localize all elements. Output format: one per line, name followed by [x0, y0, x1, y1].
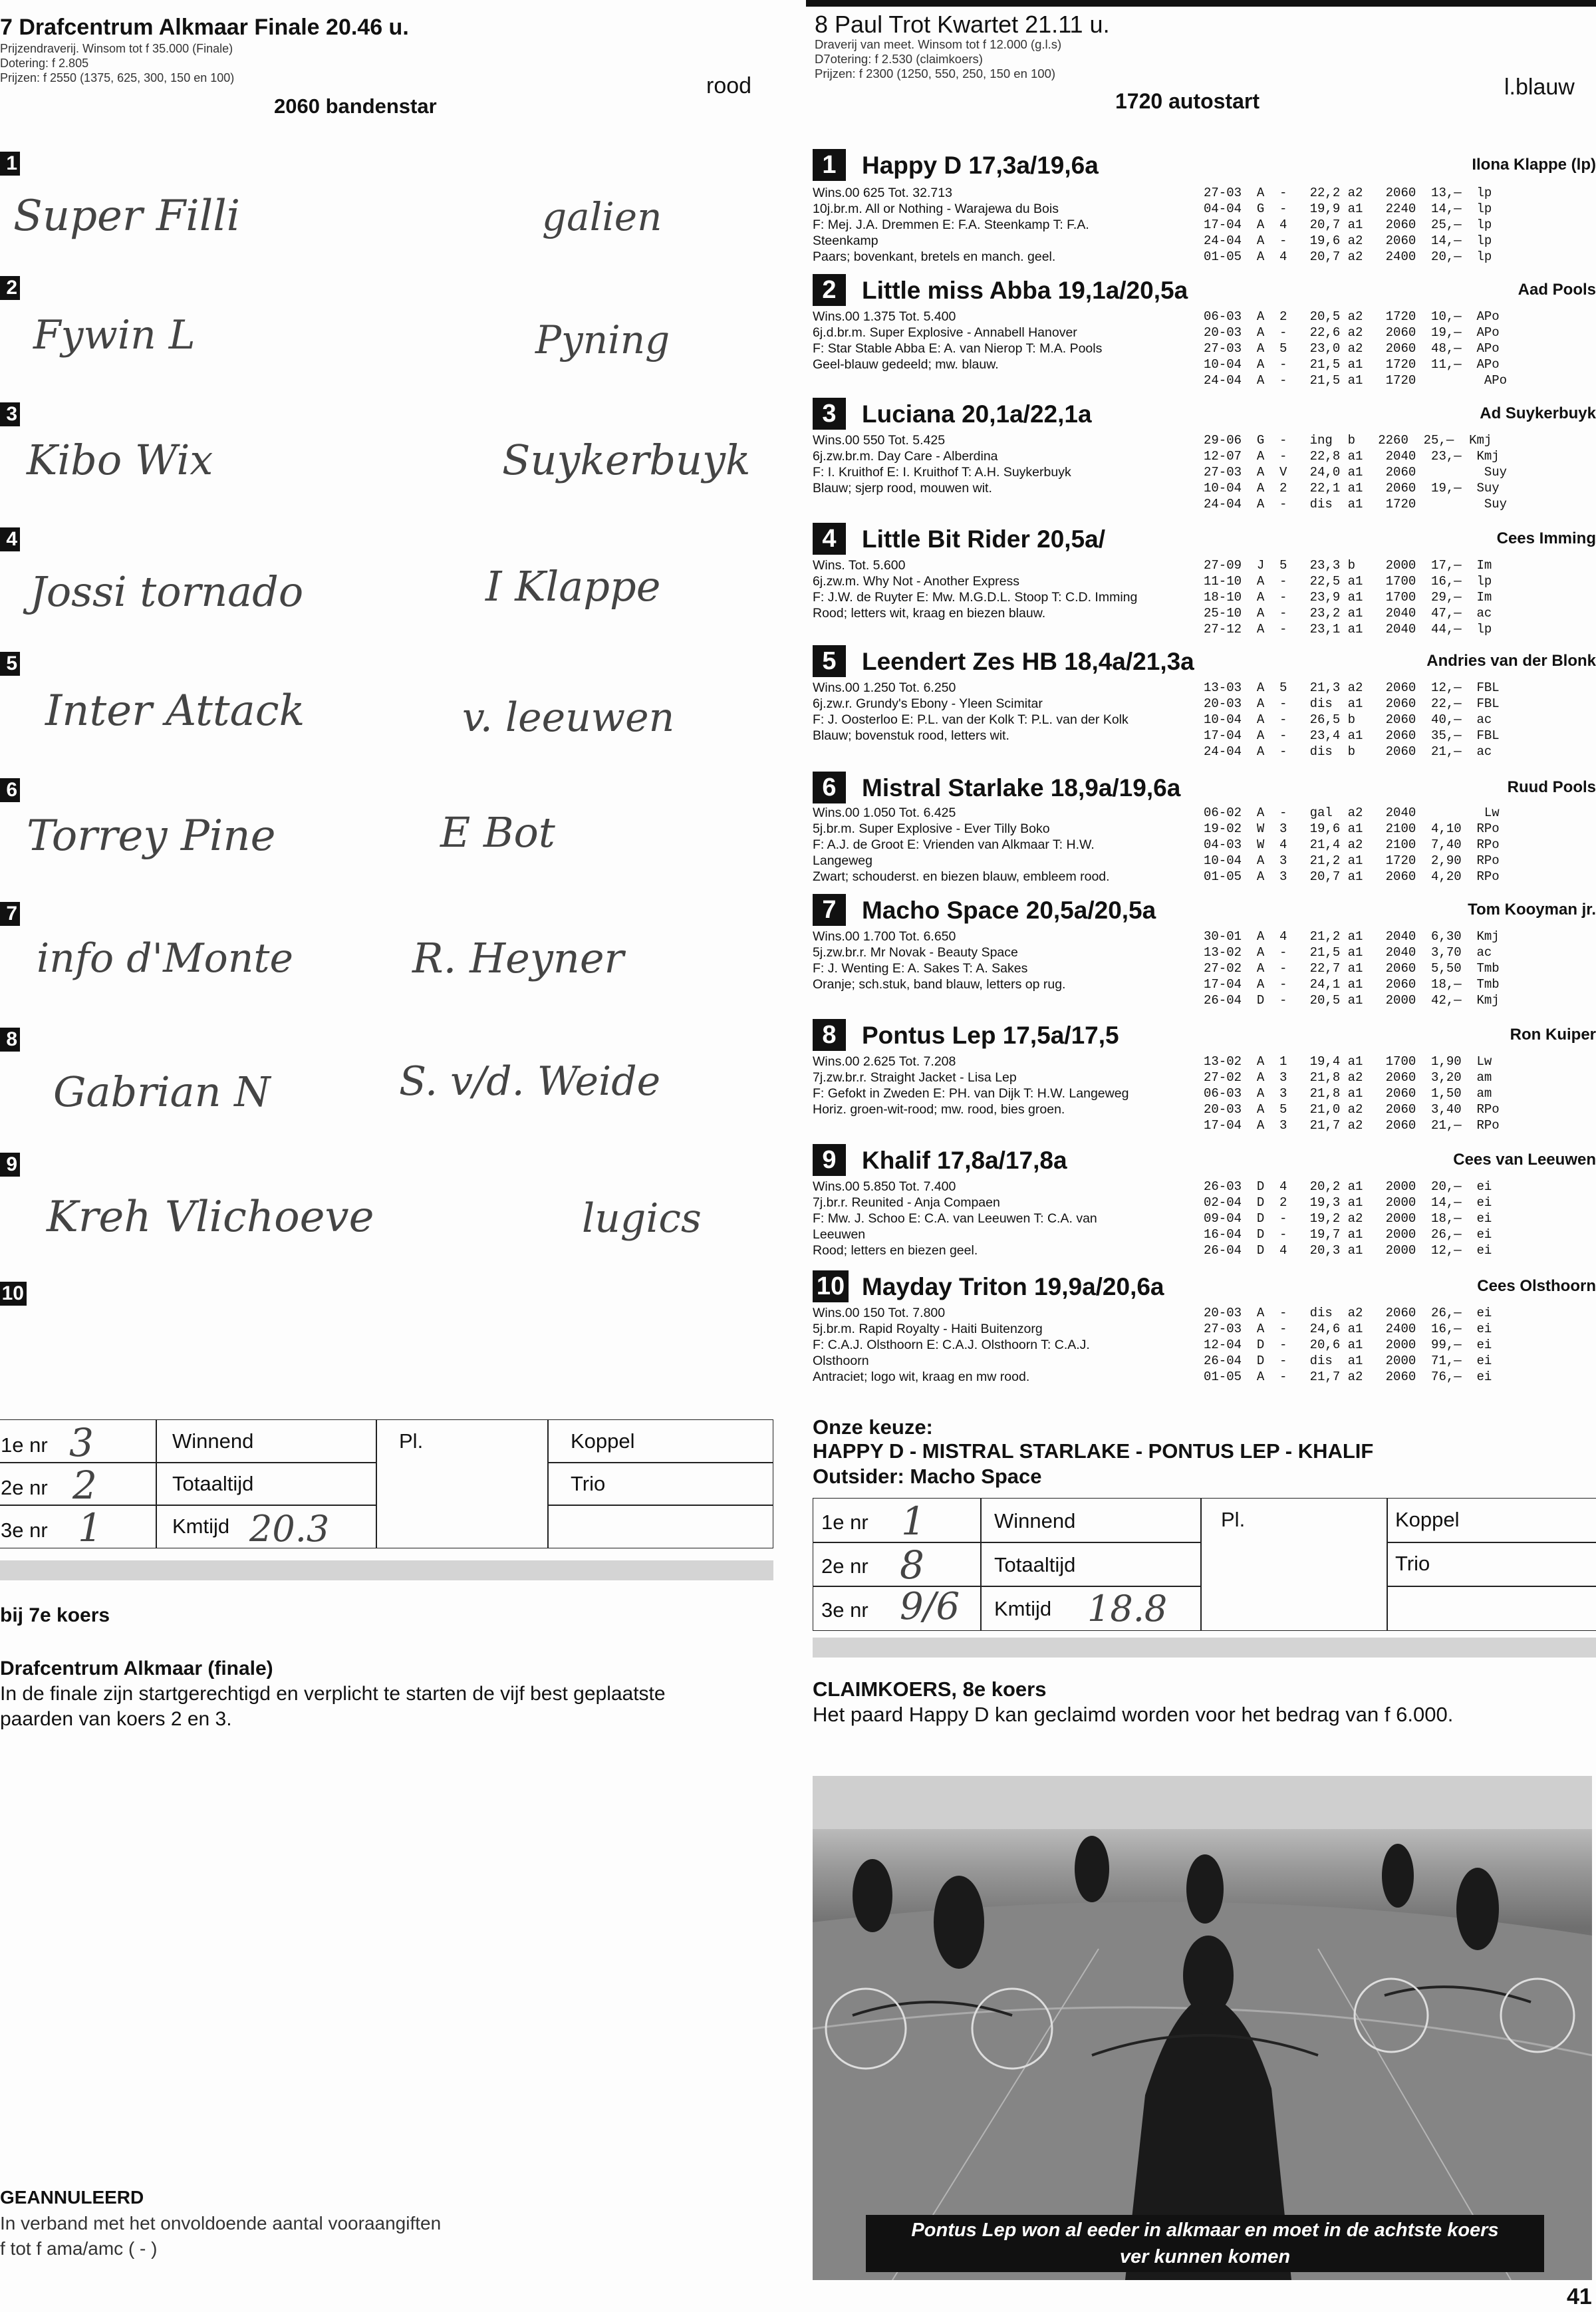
entry-horse: Jossi tornado [30, 567, 304, 616]
entry-number: 5 [0, 652, 20, 676]
result-koppel: Koppel [547, 1419, 773, 1463]
horse-header [813, 523, 1596, 556]
entry-row [0, 652, 771, 741]
result-hand[interactable]: 1 [901, 1499, 926, 1544]
result-field: Winnend [980, 1498, 1202, 1543]
result-hand[interactable]: 9/6 [900, 1585, 960, 1628]
race-photo [813, 1776, 1592, 2280]
race8-info [815, 37, 1061, 81]
race8-info-line: D7otering: f 2.530 (claimkoers) [815, 52, 983, 66]
entry-driver: v. leeuwen [462, 694, 675, 741]
horse-results: 06-03 A 2 20,5 a2 1720 10,— APo 20-03 A - 22,6 a2 2060 19,— APo 27-03 A 5 23,0 a2 2060 48,— APo 10-04 A - 21,5 a1 1720 11,— APo 24-04 A - 21,5 a1 1720 APo [1204, 309, 1508, 388]
result-trio: Trio [1387, 1542, 1596, 1587]
result-hand[interactable]: 20.3 [249, 1508, 330, 1550]
horse-results: 30-01 A 4 21,2 a1 2040 6,30 Kmj 13-02 A - 21,5 a1 2040 3,70 ac 27-02 A - 22,7 a1 2060 5,50 Tmb 17-04 A - 24,1 a1 2060 18,— Tmb 26-04 D - 20,5 a1 2000 42,— Kmj [1204, 929, 1500, 1008]
result-label: 1e nr 3 [0, 1419, 157, 1463]
result-field: Kmtijd 20.3 [156, 1505, 377, 1548]
horse-header [813, 894, 1596, 927]
note-title: bij 7e koers [0, 1604, 110, 1626]
horse-driver: Tom Kooyman jr. [1468, 901, 1596, 919]
result-label: 3e nr 1 [0, 1505, 157, 1548]
cancel-text [0, 2211, 441, 2261]
note-line: In de finale zijn startgerechtigd en verplicht te starten de vijf best geplaatste [0, 1683, 666, 1705]
race8-info-line: Draverij van meet. Winsom tot f 12.000 (g.l.s) [815, 37, 1062, 51]
note-text [0, 1681, 666, 1732]
result-hand[interactable]: 18.8 [1087, 1588, 1168, 1630]
horse-header [813, 645, 1596, 678]
race8-start: 1720 autostart [1115, 89, 1260, 113]
entry-row [0, 1153, 771, 1242]
claim-title: CLAIMKOERS, 8e koers [813, 1677, 1047, 1701]
result-hand[interactable]: 8 [900, 1542, 924, 1588]
horse-name: Khalif 17,8a/17,8a [862, 1147, 1067, 1174]
entry-row [0, 527, 771, 616]
horse-results: 26-03 D 4 20,2 a1 2000 20,— ei 02-04 D 2 19,3 a1 2000 14,— ei 09-04 D - 19,2 a2 2000 18,— ei 16-04 D - 19,7 a1 2000 26,— ei 26-04 D 4 20,3 a1 2000 12,— ei [1204, 1179, 1492, 1258]
entry-number: 7 [0, 902, 20, 926]
result-trio: Trio [547, 1462, 773, 1506]
keuze-picks: HAPPY D - MISTRAL STARLAKE - PONTUS LEP - KHALIF [813, 1439, 1374, 1463]
horse-header [813, 1019, 1596, 1052]
entry-horse: Fywin L [33, 312, 196, 359]
entry-number: 9 [0, 1153, 20, 1177]
race7-info-line: Dotering: f 2.805 [0, 57, 89, 70]
note-line: paarden van koers 2 en 3. [0, 1708, 232, 1730]
horse-info: Wins.00 5.850 Tot. 7.400 7j.br.r. Reunited - Anja Compaen F: Mw. J. Schoo E: C.A. van Leeuwen T: C.A. van Leeuwen Rood; letters en biezen geel. [813, 1179, 1097, 1258]
horse-number: 1 [813, 149, 846, 181]
horse-number: 5 [813, 645, 846, 677]
horse-driver: Ruud Pools [1507, 778, 1596, 796]
result-label: 1e nr 1 [813, 1498, 982, 1543]
horse-info: Wins.00 150 Tot. 7.800 5j.br.m. Rapid Royalty - Haiti Buitenzorg F: C.A.J. Olsthoorn E: C.A.J. Olsthoorn T: C.A.J. Olsthoorn Antraciet; logo wit, kraag en mw rood. [813, 1306, 1090, 1384]
horse-number: 7 [813, 894, 846, 926]
horse-name: Mistral Starlake 18,9a/19,6a [862, 774, 1181, 801]
horse-driver: Aad Pools [1518, 281, 1596, 299]
page-number: 41 [1567, 2284, 1592, 2309]
horse-number: 6 [813, 772, 846, 803]
horse-header [813, 149, 1596, 182]
cancel-line: In verband met het onvoldoende aantal vooraangiften [0, 2213, 442, 2234]
gray-bar [0, 1560, 773, 1580]
horse-driver: Cees van Leeuwen [1453, 1151, 1596, 1169]
entry-horse: Kreh Vlichoeve [47, 1193, 374, 1242]
horse-name: Macho Space 20,5a/20,5a [862, 897, 1156, 924]
entry-driver: I Klappe [485, 562, 661, 611]
horse-driver: Andries van der Blonk [1426, 652, 1596, 670]
entry-driver: galien [542, 194, 662, 239]
horse-name: Little miss Abba 19,1a/20,5a [862, 277, 1188, 304]
cancel-title: GEANNULEERD [0, 2187, 144, 2208]
entry-row [0, 1028, 771, 1116]
entry-number: 3 [0, 402, 20, 426]
race7-info [0, 41, 234, 85]
horse-header [813, 772, 1596, 805]
result-hand[interactable]: 1 [78, 1505, 102, 1550]
horse-info: Wins. Tot. 5.600 6j.zw.m. Why Not - Another Express F: J.W. de Ruyter E: Mw. M.G.D.L. Stoop T: C.D. Imming Rood; letters wit, kraag en biezen blauw. [813, 558, 1138, 621]
entry-driver: R. Heyner [412, 934, 624, 982]
result-label: 3e nr 9/6 [813, 1586, 982, 1631]
race7-title: 7 Drafcentrum Alkmaar Finale 20.46 u. [0, 15, 409, 40]
entry-number: 4 [0, 527, 20, 551]
entry-driver: lugics [582, 1195, 702, 1242]
horse-number: 2 [813, 274, 846, 306]
keuze-outsider: Outsider: Macho Space [813, 1465, 1042, 1488]
top-black-bar [806, 0, 1596, 7]
result-label: 2e nr 2 [0, 1462, 157, 1506]
horse-results: 13-03 A 5 21,3 a2 2060 12,— FBL 20-03 A - dis a1 2060 22,— FBL 10-04 A - 26,5 b 2060 40,— ac 17-04 A - 23,4 a1 2060 35,— FBL 24-04 A - dis b 2060 21,— ac [1204, 680, 1500, 759]
entry-driver: Suykerbuyk [502, 436, 751, 484]
entry-number: 6 [0, 778, 20, 802]
horse-number: 3 [813, 398, 846, 430]
note-subtitle: Drafcentrum Alkmaar (finale) [0, 1658, 273, 1679]
result-field: Totaaltijd [980, 1542, 1202, 1587]
result-label: 2e nr 8 [813, 1542, 982, 1587]
entry-horse: Torrey Pine [27, 811, 276, 861]
race7-info-line: Prijzendraverij. Winsom tot f 35.000 (Finale) [0, 42, 233, 55]
horse-driver: Ron Kuiper [1510, 1026, 1596, 1044]
result-hand[interactable]: 3 [69, 1420, 94, 1465]
entry-row [0, 402, 771, 482]
result-field: Kmtijd 18.8 [980, 1586, 1202, 1631]
horse-info: Wins.00 625 Tot. 32.713 10j.br.m. All or Nothing - Warajewa du Bois F: Mej. J.A. Dremmen E: F.A. Steenkamp T: F.A. Steenkamp Paars; bovenkant, bretels en manch. geel. [813, 186, 1089, 264]
horse-info: Wins.00 1.375 Tot. 5.400 6j.d.br.m. Super Explosive - Annabell Hanover F: Star Stable Abba E: A. van Nierop T: M.A. Pools Geel-blauw gedeeld; mw. blauw. [813, 309, 1103, 372]
horse-number: 4 [813, 523, 846, 555]
entry-number: 1 [0, 152, 20, 176]
entry-row [0, 778, 771, 861]
horse-results: 29-06 G - ing b 2260 25,— Kmj 12-07 A - 22,8 a1 2040 23,— Kmj 27-03 A V 24,0 a1 2060 Suy 10-04 A 2 22,1 a1 2060 19,— Suy 24-04 A - dis a1 1720 Suy [1204, 433, 1508, 511]
horse-driver: Ad Suykerbuyk [1480, 404, 1596, 422]
horse-number: 8 [813, 1019, 846, 1051]
horse-driver: Cees Imming [1496, 529, 1596, 547]
caption-line: ver kunnen komen [1119, 2246, 1291, 2267]
horse-header [813, 1270, 1596, 1304]
race7-info-line: Prijzen: f 2550 (1375, 625, 300, 150 en 100) [0, 71, 235, 84]
cancel-line: f tot f ama/amc ( - ) [0, 2238, 158, 2259]
result-koppel: Koppel [1387, 1498, 1596, 1543]
horse-results: 13-02 A 1 19,4 a1 1700 1,90 Lw 27-02 A 3 21,8 a2 2060 3,20 am 06-03 A 3 21,8 a1 2060 1,50 am 20-03 A 5 21,0 a2 2060 3,40 RPo 17-04 A 3 21,7 a2 2060 21,— RPo [1204, 1054, 1500, 1133]
entry-driver: Pyning [535, 317, 670, 362]
horse-name: Little Bit Rider 20,5a/ [862, 525, 1105, 553]
race8-info-line: Prijzen: f 2300 (1250, 550, 250, 150 en 100) [815, 67, 1056, 80]
result-hand[interactable]: 2 [72, 1463, 97, 1508]
horse-name: Luciana 20,1a/22,1a [862, 400, 1092, 428]
harness-race-photo [813, 1776, 1592, 2280]
result-field: Winnend [156, 1419, 377, 1463]
race7-color: rood [706, 73, 752, 98]
horse-name: Leendert Zes HB 18,4a/21,3a [862, 648, 1194, 675]
entry-number: 2 [0, 276, 20, 300]
horse-name: Mayday Triton 19,9a/20,6a [862, 1273, 1164, 1300]
entry-number: 10 [0, 1282, 27, 1306]
race8-color: l.blauw [1504, 74, 1575, 100]
horse-header [813, 1144, 1596, 1177]
result-pl: Pl. [1200, 1498, 1388, 1631]
entry-driver: E Bot [440, 808, 555, 857]
result-empty [1387, 1586, 1596, 1631]
horse-header [813, 274, 1596, 307]
entry-row [0, 152, 771, 241]
horse-name: Happy D 17,3a/19,6a [862, 152, 1099, 179]
horse-number: 10 [813, 1270, 849, 1302]
horse-results: 20-03 A - dis a2 2060 26,— ei 27-03 A - 24,6 a1 2400 16,— ei 12-04 D - 20,6 a1 2000 99,— ei 26-04 D - dis a1 2000 71,— ei 01-05 A - 21,7 a2 2060 76,— ei [1204, 1306, 1492, 1384]
horse-number: 9 [813, 1144, 846, 1176]
horse-results: 27-09 J 5 23,3 b 2000 17,— Im 11-10 A - 22,5 a1 1700 16,— lp 18-10 A - 23,9 a1 1700 29,— Im 25-10 A - 23,2 a1 2040 47,— ac 27-12 A - 23,1 a1 2040 44,— lp [1204, 558, 1492, 637]
gray-bar [813, 1638, 1596, 1658]
race8-title: 8 Paul Trot Kwartet 21.11 u. [815, 11, 1110, 38]
horse-results: 27-03 A - 22,2 a2 2060 13,— lp 04-04 G - 19,9 a1 2240 14,— lp 17-04 A 4 20,7 a1 2060 25,— lp 24-04 A - 19,6 a2 2060 14,— lp 01-05 A 4 20,7 a2 2400 20,— lp [1204, 186, 1492, 264]
result-pl: Pl. [376, 1419, 549, 1548]
caption-line: Pontus Lep won al eeder in alkmaar en moet in de achtste koers [911, 2220, 1499, 2241]
horse-results: 06-02 A - gal a2 2040 Lw 19-02 W 3 19,6 a1 2100 4,10 RPo 04-03 W 4 21,4 a2 2100 7,40 RPo 10-04 A 3 21,2 a1 1720 2,90 RPo 01-05 A 3 20,7 a1 2060 4,20 RPo [1204, 805, 1500, 884]
entry-number: 8 [0, 1028, 20, 1052]
entry-horse: Super Filli [13, 192, 241, 241]
entry-horse: info d'Monte [37, 935, 293, 982]
horse-info: Wins.00 1.050 Tot. 6.425 5j.br.m. Super Explosive - Ever Tilly Boko F: A.J. de Groot E: Vrienden van Alkmaar T: H.W. Langeweg Zwart; schouderst. en biezen blauw, embleem rood. [813, 805, 1110, 884]
entry-horse: Gabrian N [53, 1068, 271, 1116]
horse-header [813, 398, 1596, 431]
horse-info: Wins.00 2.625 Tot. 7.208 7j.zw.br.r. Straight Jacket - Lisa Lep F: Gefokt in Zweden E: PH. van Dijk T: H.W. Langeweg Horiz. groen-wit-rood; mw. rood, bies groen. [813, 1054, 1129, 1117]
race7-start: 2060 bandenstar [274, 94, 437, 118]
photo-caption [866, 2215, 1544, 2272]
entry-driver: S. v/d. Weide [399, 1058, 661, 1105]
horse-info: Wins.00 1.700 Tot. 6.650 5j.zw.br.r. Mr Novak - Beauty Space F: J. Wenting E: A. Sakes T: A. Sakes Oranje; sch.stuk, band blauw, letters op rug. [813, 929, 1066, 992]
horse-info: Wins.00 1.250 Tot. 6.250 6j.zw.r. Grundy's Ebony - Yleen Scimitar F: J. Oosterloo E: P.L. van der Kolk T: P.L. van der Kolk Blauw; bovenstuk rood, letters wit. [813, 680, 1129, 743]
horse-info: Wins.00 550 Tot. 5.425 6j.zw.br.m. Day Care - Alberdina F: I. Kruithof E: I. Kruithof T: A.H. Suykerbuyk Blauw; sjerp rood, mouwen wit. [813, 433, 1071, 496]
result-empty [547, 1505, 773, 1548]
horse-driver: Cees Olsthoorn [1477, 1277, 1596, 1295]
entry-horse: Inter Attack [45, 686, 305, 736]
horse-name: Pontus Lep 17,5a/17,5 [862, 1022, 1119, 1049]
entry-horse: Kibo Wix [27, 436, 213, 484]
claim-text: Het paard Happy D kan geclaimd worden voor het bedrag van f 6.000. [813, 1703, 1454, 1726]
entry-row [0, 902, 771, 982]
entry-row [0, 1282, 771, 1322]
result-field: Totaaltijd [156, 1462, 377, 1506]
keuze-title: Onze keuze: [813, 1415, 933, 1439]
entry-row [0, 276, 771, 362]
horse-driver: Ilona Klappe (lp) [1472, 156, 1596, 174]
